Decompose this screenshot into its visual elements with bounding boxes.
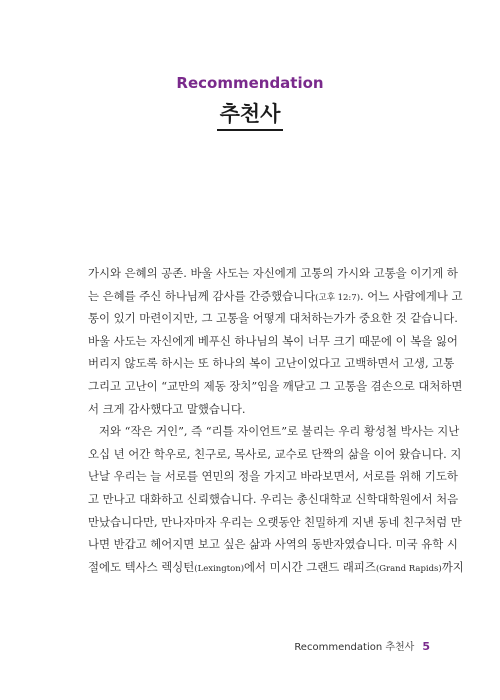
text-run: 절에도 텍사스 렉싱턴 <box>88 559 195 574</box>
body-line: 바울 사도는 자신에게 베푸신 하나님의 복이 너무 크기 때문에 이 복을 잃어 <box>88 333 458 348</box>
body-line: 오십 년 어간 학우로, 친구로, 목사로, 교수로 단짝의 삶을 이어 왔습니다. 지 <box>88 446 462 461</box>
running-footer-label: Recommendation 추천사 <box>294 642 415 653</box>
text-run: . 어느 사람에게나 고 <box>360 288 463 303</box>
text-run: 는 은혜를 주신 하나님께 감사를 간증했습니다 <box>88 288 316 303</box>
body-line: 고 만나고 대화하고 신뢰했습니다. 우리는 총신대학교 신학대학원에서 처음 <box>88 491 459 506</box>
section-kicker: Recommendation <box>176 74 324 92</box>
body-line: 난날 우리는 늘 서로를 연민의 정을 가지고 바라보면서, 서로를 위해 기도하 <box>88 469 458 484</box>
body-line: 저와 “작은 거인”, 즉 “리틀 자이언트”로 불리는 우리 황성철 박사는 지난 <box>99 424 460 439</box>
body-text <box>88 262 464 578</box>
page-title: 추천사 <box>219 102 281 126</box>
body-line: 나면 반갑고 헤어지면 보고 싶은 삶과 사역의 동반자였습니다. 미국 유학 시 <box>88 537 458 552</box>
body-line: 가시와 은혜의 공존. 바울 사도는 자신에게 고통의 가시와 고통을 이기게 하 <box>88 266 458 280</box>
body-line: 만났습니다만, 만나자마자 우리는 오랫동안 친밀하게 지낸 동네 친구처럼 만 <box>88 514 462 529</box>
place-name-latin: (Grand Rapids) <box>375 563 442 574</box>
body-line: 서 크게 감사했다고 말했습니다. <box>88 401 246 416</box>
text-run: 에서 미시간 그랜드 래피즈 <box>244 559 376 574</box>
page-number: 5 <box>422 640 430 653</box>
scripture-reference: (고후 12:7) <box>315 292 361 303</box>
body-line: 버리지 않도록 하시는 또 하나의 복이 고난이었다고 고백하면서 고생, 고통 <box>88 356 455 371</box>
body-line <box>88 285 463 308</box>
body-line: 통이 있기 마련이지만, 그 고통을 어떻게 대처하는가가 중요한 것 같습니다. <box>88 311 458 326</box>
place-name-latin: (Lexington) <box>194 563 245 574</box>
title-underline <box>217 129 283 131</box>
body-line: 그리고 고난이 “교만의 제동 장치”임을 깨닫고 그 고통을 겸손으로 대처하면 <box>88 378 463 393</box>
text-run: 까지 <box>441 559 464 574</box>
page-footer <box>294 638 430 653</box>
body-line <box>88 556 464 579</box>
